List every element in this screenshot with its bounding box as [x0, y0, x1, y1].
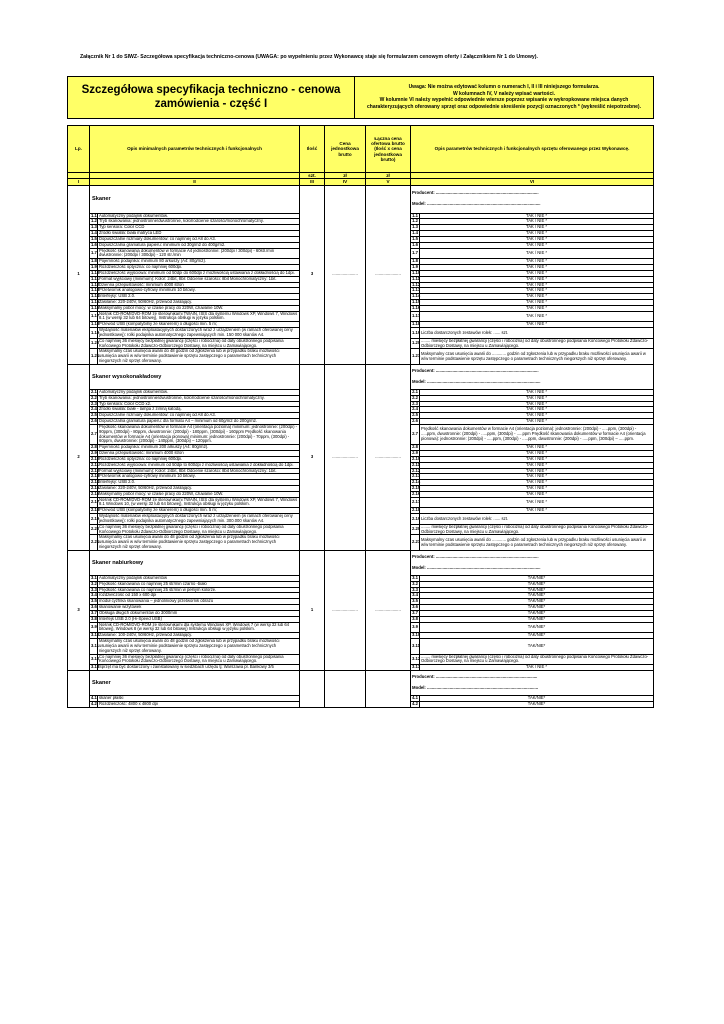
section-header-row [68, 550, 654, 575]
offer-row-number: 1.12 [412, 281, 421, 287]
section-lp [68, 671, 90, 708]
offer-row-number: 2.18 [412, 507, 421, 513]
offered-value[interactable]: TAK / NIE * [420, 288, 654, 294]
offer-row-number: 1.8 [412, 258, 418, 264]
requirement-text: Wydajność materiałów eksploatacyjnych dostarczonych wraz z urządzeniem (w ramach oferowanej ceny jednostkowej): rolki podajnika automatycznego zapewniających min. 300.000 skanów A4. [98, 514, 300, 525]
offer-row-number: 2.6 [412, 418, 418, 424]
requirement-text: Rozdzielczość optyczna: co najmniej 600dpi. [98, 456, 300, 462]
requirement-text: Pojemność podajnika: minimum 200 arkuszy (A4: 80g/m2). [98, 445, 300, 451]
requirement-text: Maksymalny pobór mocy: w czasie pracy do 220W, czuwanie 10W. [98, 491, 300, 497]
row-number: 1.13 [91, 287, 100, 293]
roman-numeral: V [366, 179, 411, 185]
offer-row-number: 2.7 [411, 424, 420, 444]
offer-row-number: 4.1 [412, 695, 418, 701]
row-number: 1.20 [90, 338, 98, 349]
row-number: 3.8 [91, 615, 97, 621]
row-number: 3.10 [91, 632, 100, 638]
row-number: 3.11 [90, 639, 98, 654]
producer-field[interactable]: Producent: ..................................................................................... [412, 674, 538, 680]
row-number: 2.8 [91, 444, 97, 450]
offer-row-number: 2.14 [412, 479, 421, 485]
offer-row-number: 1.21 [411, 349, 420, 364]
offered-value[interactable]: TAK / NIE * [420, 270, 654, 276]
offer-row-number: 2.8 [412, 444, 418, 450]
offer-row-number: 1.13 [412, 287, 421, 293]
row-number: 2.7 [90, 424, 98, 444]
offer-row-number: 3.11 [411, 639, 420, 654]
offer-row-number: 3.12 [411, 654, 420, 665]
row-number: 1.17 [90, 311, 98, 322]
offered-value[interactable]: TAK / NIE * [420, 242, 654, 248]
row-number: 1.10 [91, 269, 100, 275]
requirement-text: Przetwornik analogowo-cyfrowy minimum 10 bitowy. [98, 474, 300, 480]
requirement-text: Źródło światła: białe - lampa z zimną katodą. [98, 407, 300, 413]
offered-value[interactable]: TAK / NIE * [420, 236, 654, 242]
unit-price-input[interactable]: ...................... [325, 364, 366, 550]
offered-value[interactable]: ........ miesięcy bezpłatnej gwarancji (części i robocizna) od daty obustronnego podpisania Końcowego Protokołu Zdawczo-Odbiorczego Dostawy, na miejscu u Zamawiającego. [420, 338, 654, 349]
requirement-text: Maksymalny czas usunięcia awarii do 48 godzin od zgłoszenia lub w przypadku braku możliwości usunięcia awarii w w/w terminie podstawienie sprzętu zastępczego o parametrach technicznych niegorszych niż sprzęt oferowany. [98, 535, 300, 550]
offered-value[interactable]: TAK/NIE* [420, 633, 654, 639]
roman-numeral: VI [411, 179, 654, 185]
total-price-input[interactable]: ...................... [366, 550, 411, 670]
row-number: 2.19 [90, 514, 98, 525]
offered-value[interactable]: TAK / NIE * [420, 311, 654, 322]
offered-value[interactable]: TAK / NIE * [420, 322, 654, 328]
offer-row-number: 1.5 [412, 235, 418, 241]
offer-row-number: 1.2 [412, 218, 418, 224]
offered-value[interactable]: TAK / NIE * [420, 265, 654, 271]
requirement-text: Dopuszczalna gramatura papieru: dla formatu A4 – minimum od 60g/m2 do 200g/m2. [98, 419, 300, 425]
offer-row-number: 2.21 [411, 535, 420, 550]
row-number: 2.6 [91, 418, 97, 424]
requirement-text: Obsługa długich dokumentów do 3000mm [98, 610, 300, 616]
requirement-text: Rozdzielczość: 4800 x 4800 dpi [98, 701, 300, 707]
requirement-text: Maksymalny pobór mocy: w czasie pracy do 220W, czuwanie 10W. [98, 305, 300, 311]
row-number: 2.1 [91, 388, 97, 394]
row-number: 1.18 [91, 321, 100, 327]
page-title: Szczegółowa specyfikacja techniczno - cenowa zamówienia - część I [68, 77, 355, 119]
unit-zl: zł [366, 173, 411, 179]
offered-value[interactable]: TAK/NIE* [420, 581, 654, 587]
offered-value[interactable]: Liczba dostarczonych zestawów rolek: ...... szt. [420, 328, 654, 339]
col-header-qty: Ilość [300, 126, 325, 173]
requirement-text: Sprzęt ma być dostarczony i zainstalowany w siedzibach urzędu tj: Warszawa pl. Bankowy 3/5 [98, 665, 300, 671]
specification-table [67, 125, 654, 708]
requirement-text: Dopuszczalna gramatura papieru: minimum od 30g/m2 do 400g/m2. [98, 242, 300, 248]
offered-value[interactable]: TAK / NIE * [420, 497, 654, 508]
offered-value[interactable]: TAK/NIE* [420, 639, 654, 654]
col-header-offered-params: Opis parametrów technicznych i funkcjonalnych sprzętu oferowanego przez Wykonawcę. [411, 126, 654, 173]
row-number: 3.7 [91, 609, 97, 615]
roman-numeral: III [300, 179, 325, 185]
offer-row-number: 3.1 [412, 574, 418, 580]
requirement-text: Prędkość skanowania co najmniej 25 str/min w pełnym kolorze. [98, 587, 300, 593]
requirement-text: Rozdzielczość wyjściowa: minimum od 50dpi do 600dpi z możliwością ustawiania z dokładnością do 1dpi. [98, 270, 300, 276]
offer-row-number: 1.11 [412, 275, 420, 281]
offered-value[interactable]: TAK / NIE * [420, 299, 654, 305]
row-number: 1.3 [91, 224, 97, 230]
offer-row-number: 2.3 [412, 400, 418, 406]
requirement-text: Zasilanie: 100-240V, 50/60Hz, przewód zasilający. [98, 633, 300, 639]
section-qty: 3 [300, 364, 325, 550]
document-header-note: Załącznik Nr 1 do SIWZ- Szczegółowa specyfikacja techniczno-cenowa (UWAGA: po wypełnieniu przez Wykonawcę staje się formularzem cenowym oferty i Załącznikiem Nr 1 do Umowy). [80, 54, 538, 60]
offer-row-number: 3.7 [412, 609, 418, 615]
row-number: 3.2 [91, 580, 97, 586]
row-number: 1.11 [91, 275, 99, 281]
note-line: W kolumnie VI należy wypełnić odpowiednie wiersze poprzez wpisanie w wykropkowane miejsca danych charakteryzujących oferowany sprzęt oraz odpowiednie skreślenie pozycji oznaczonych * (wykreślić niepotrzebne). [367, 97, 641, 111]
offer-row-number: 1.9 [412, 264, 418, 270]
offered-value[interactable]: TAK / NIE * [420, 491, 654, 497]
offer-row-number: 1.14 [412, 293, 421, 299]
offered-value[interactable]: TAK / NIE * [420, 213, 654, 219]
offered-value[interactable]: TAK / NIE * [420, 665, 654, 671]
total-price-input[interactable]: ...................... [366, 185, 411, 364]
section-title: Skaner [90, 671, 300, 696]
col-header-total-price: Łączna cena ofertowa brutto (Ilość x cena jednostkowa brutto) [366, 126, 411, 173]
note-line: W kolumnach IV, V należy wpisać wartości. [452, 90, 556, 97]
requirement-text: Interfejs USB 2.0 (Hi-Speed USB) [98, 616, 300, 622]
offer-row-number: 3.6 [412, 604, 418, 610]
offered-value[interactable]: TAK / NIE * [420, 282, 654, 288]
row-number: 1.5 [91, 235, 97, 241]
requirement-text: Interfejsy: USB 2.0. [98, 480, 300, 486]
row-number: 3.12 [90, 654, 98, 665]
offered-value[interactable]: TAK / NIE * [420, 259, 654, 265]
row-number: 2.16 [91, 490, 100, 496]
offer-row-number: 2.13 [412, 473, 421, 479]
offered-value[interactable]: TAK/NIE* [420, 599, 654, 605]
offer-row-number: 2.16 [412, 490, 421, 496]
producer-model-cell [411, 364, 654, 389]
requirement-text: Prędkość skanowania dokumentów w formacie A4 jednostronnie: (200dpi / 300dpi) - 60str./min dwustronnie: (200dpi / 300dpi) - 120 str./min [98, 248, 300, 259]
offered-value[interactable]: TAK / NIE * [420, 445, 654, 451]
offer-row-number: 2.1 [412, 388, 418, 394]
section-lp: 3 [68, 550, 90, 670]
requirement-text: rozdzielczość od 150 x 600 dpi [98, 593, 300, 599]
offered-value[interactable]: TAK / NIE * [420, 248, 654, 259]
row-number: 1.1 [91, 212, 97, 218]
note-line: Uwaga: Nie można edytować kolumn o numerach I, II i III niniejszego formularza. [408, 83, 600, 90]
offer-row-number: 3.8 [412, 615, 418, 621]
producer-field[interactable]: Producent: ...................................................................................... [412, 367, 539, 373]
row-number: 1.6 [91, 241, 97, 247]
col-header-lp: Lp. [68, 126, 90, 173]
roman-numeral: IV [325, 179, 366, 185]
producer-field[interactable]: Producent: ...................................................................................... [412, 554, 539, 559]
offered-value[interactable]: TAK/NIE* [420, 616, 654, 622]
section-qty: 1 [300, 550, 325, 670]
requirement-text: Dopuszczalne rozmiary dokumentów: co najmniej od A8 do A3. [98, 413, 300, 419]
row-number: 2.5 [91, 412, 97, 418]
requirement-text: Prędkość skanowania dokumentów w formacie A4 (orientacja pozioma) minimum: jednostronnie: (200dpi) - 90ppm, (300dpi) - 80ppm, dwustronnie: (200dpi) - 180ppm, (300dpi) - 160ppm Prędkość skanowania dokumentów w formacie A4 (orientacja pionowa) minimum: jednostronnie: (200dpi) - 70ppm, (300dpi) - 60ppm, dwustronnie: (200dpi) - 140ppm, (300dpi) – 120ppm. [98, 424, 300, 444]
producer-model-cell [411, 185, 654, 213]
offer-row-number: 2.17 [411, 497, 420, 508]
requirement-text: Rozdzielczość optyczna: co najmniej 600dpi. [98, 265, 300, 271]
offered-value[interactable]: TAK / NIE * [420, 468, 654, 474]
row-number: 1.2 [91, 218, 97, 224]
requirement-text: Interfejsy: USB 2.0. [98, 294, 300, 300]
section-lp: 1 [68, 185, 90, 364]
requirement-text: moduł cyzfnka skanowania – jednoliniowy przetwornik obrazu [98, 599, 300, 605]
requirement-text: Automatyczny podajnik dokumentów [98, 575, 300, 581]
offered-value[interactable]: TAK / NIE * [420, 401, 654, 407]
row-number: 1.7 [90, 248, 98, 259]
model-field[interactable]: Model: ............................................................................................. [412, 685, 539, 691]
section-title: Skaner nabiurkowy [90, 550, 300, 575]
col-header-unit-price: Cena jednostkowa brutto [325, 126, 366, 173]
unit-price-input[interactable]: ...................... [325, 185, 366, 364]
requirement-text: Wydajność materiałów eksploatacyjnych dostarczonych wraz z urządzeniem (w ramach oferowanej ceny jednostkowej): rolki podajnika automatycznego zapewniających min. 150 000 skanów A4. [98, 328, 300, 339]
offer-row-number: 1.4 [412, 230, 418, 236]
offer-row-number: 1.7 [411, 248, 420, 259]
offered-value[interactable]: TAK/NIE* [420, 622, 654, 633]
offered-value[interactable]: TAK/NIE* [420, 610, 654, 616]
requirement-text: Tryb skanowania: jednostronne/dwustronnie, kolor/odcienie szarości/monochromatyczny. [98, 219, 300, 225]
row-number: 2.9 [91, 450, 97, 456]
row-number: 1.14 [91, 293, 100, 299]
offered-value[interactable]: ........ miesięcy bezpłatnej gwarancji (części i robocizna) od daty obustronnego podpisania Końcowego Protokołu Zdawczo-Odbiorczego Dostawy, na miejscu u Zamawiającego. [420, 654, 654, 665]
offer-row-number: 1.18 [412, 321, 421, 327]
offered-value[interactable]: TAK / NIE * [420, 451, 654, 457]
producer-model-cell [411, 671, 654, 696]
row-number: 2.12 [91, 467, 100, 473]
offered-value[interactable]: TAK/NIE* [420, 575, 654, 581]
row-number: 3.6 [91, 604, 97, 610]
section-header-row [68, 364, 654, 389]
offer-row-number: 1.1 [412, 212, 418, 218]
row-number: 3.13 [91, 664, 100, 670]
requirement-text: Dzienna przepustowość: minimum 4000 stron [98, 451, 300, 457]
offer-row-number: 3.4 [412, 592, 418, 598]
offer-row-number: 1.19 [411, 328, 420, 339]
offered-value[interactable]: TAK / NIE * [420, 456, 654, 462]
row-number: 1.15 [91, 298, 100, 304]
offered-value[interactable]: TAK / NIE * [420, 413, 654, 419]
requirement-text: Zasilanie: 220-240V, 50/60Hz, przewód zasilający. [98, 299, 300, 305]
row-number: 3.9 [90, 622, 98, 633]
requirement-text: Co najmniej 36 miesięcy bezpłatnej gwarancji (części i robocizna) od daty obustronnego podpisania Końcowego Protokołu Zdawczo-Odbiorczego Dostawy, na miejscu u Zamawiającego. [98, 524, 300, 535]
producer-model-cell [411, 550, 654, 575]
row-number: 2.21 [90, 535, 98, 550]
offer-row-number: 1.6 [412, 241, 418, 247]
offer-row-number: 2.11 [412, 461, 420, 467]
offered-value[interactable]: TAK/NIE* [420, 701, 654, 707]
offered-value[interactable]: TAK / NIE * [420, 276, 654, 282]
row-number: 2.17 [90, 497, 98, 508]
offer-row-number: 2.9 [412, 450, 418, 456]
producer-field[interactable]: Producent: ...................................................................................... [412, 190, 539, 196]
requirement-text: Przewód USB (kompatybilny ze skanerem) o długości min. 5 m; [98, 322, 300, 328]
row-number: 1.9 [91, 264, 97, 270]
instructions-note [355, 77, 654, 119]
requirement-text: Typ sensora: Color CCD [98, 225, 300, 231]
row-number: 1.8 [91, 258, 97, 264]
row-number: 1.16 [91, 304, 100, 310]
offer-row-number: 2.15 [412, 485, 421, 490]
offered-value[interactable]: TAK / NIE * [420, 225, 654, 231]
requirement-text: Typ sensora: Color CCD x2. [98, 401, 300, 407]
offer-row-number: 3.3 [412, 586, 418, 592]
section-qty: 3 [300, 185, 325, 364]
offered-value[interactable]: TAK/NIE* [420, 696, 654, 702]
row-number: 3.4 [91, 592, 97, 598]
requirement-text: Automatyczny podajnik dokumentów. [98, 213, 300, 219]
row-number: 2.18 [91, 507, 100, 513]
model-field[interactable]: Model: ............................................................................................... [412, 564, 541, 570]
model-field[interactable]: Model: ............................................................................................... [412, 201, 541, 207]
requirement-text: Format wyjściowy (minimum): Kolor: 24bit, 8bit Odcienie szarości: 8bit Monochromatyczny: 1bit. [98, 468, 300, 474]
requirement-text: Przetwornik analogowo-cyfrowy minimum 10 bitowy. [98, 288, 300, 294]
offer-row-number: 2.2 [412, 394, 418, 400]
offer-row-number: 1.15 [412, 298, 421, 304]
offered-value[interactable]: TAK / NIE * [420, 419, 654, 425]
total-price-input[interactable]: ...................... [366, 364, 411, 550]
requirement-text: Przewód USB (kompatybilny ze skanerem) o długości min. 5 m; [98, 508, 300, 514]
row-number: 2.11 [91, 461, 99, 467]
unit-price-input[interactable]: ...................... [325, 550, 366, 670]
offer-row-number: 1.16 [412, 304, 421, 310]
offered-value[interactable]: TAK / NIE * [420, 474, 654, 480]
row-number: 2.3 [91, 400, 97, 406]
offer-row-number: 4.2 [412, 700, 418, 706]
offer-row-number: 2.12 [412, 467, 421, 473]
requirement-text: Co najmniej 36 miesięcy bezpłatnej gwarancji (części i robocizna) od daty obustronnego podpisania Końcowego Protokołu Zdawczo-Odbiorczego Dostawy, na miejscu u Zamawiającego. [98, 654, 300, 665]
row-number: 1.4 [91, 230, 97, 236]
total-price-input[interactable] [366, 671, 411, 708]
requirement-text: Pojemność podajnika: minimum 80 arkuszy (A4: 80g/m2). [98, 259, 300, 265]
offer-row-number: 2.10 [412, 455, 421, 461]
requirement-text: Nośnik CD-ROM/DVD-ROM ze sterownikami TWAIN, ISIS dla systemu Windows XP, Windows 7, Windows 8.1 Windows 10, (w wersji 32 lub 64 bitowej), Instrukcja obsługi w języku polskim. [98, 497, 300, 508]
row-number: 3.3 [91, 586, 97, 592]
section-lp: 2 [68, 364, 90, 550]
offered-value[interactable]: TAK / NIE * [420, 407, 654, 413]
row-number: 1.21 [90, 349, 98, 364]
offered-value[interactable]: TAK / NIE * [420, 294, 654, 300]
offer-row-number: 2.4 [412, 406, 418, 412]
offer-row-number: 1.20 [411, 338, 420, 349]
requirement-text: Tryb skanowania: jednostronnie/dwustronnie, kolor/odcienie szarości/monochromatyczny. [98, 395, 300, 401]
requirement-text: Format wyjściowy (minimum): Kolor: 24bit, 8bit Odcienie szarości: 8bit Monochromatyczny: 1bit. [98, 276, 300, 282]
offered-value[interactable]: TAK/NIE* [420, 593, 654, 599]
model-field[interactable]: Model: ............................................................................................... [412, 378, 541, 384]
requirement-text: Maksymalny czas usunięcia awarii do 48 godzin od zgłoszenia lub w przypadku braku możliwości usunięcia awarii w w/w terminie podstawienie sprzętu zastępczego o parametrach technicznych niegorszych niż sprzęt oferowany. [98, 639, 300, 654]
row-number: 1.12 [91, 281, 100, 287]
requirement-text: skaner płaski [98, 696, 300, 702]
row-number: 2.13 [91, 473, 100, 479]
offered-value[interactable]: TAK / NIE * [420, 219, 654, 225]
unit-zl: zł [325, 173, 366, 179]
offer-row-number: 2.5 [412, 412, 418, 418]
row-number: 2.15 [91, 485, 100, 490]
offer-row-number: 3.5 [412, 598, 418, 604]
offer-row-number: 3.10 [412, 632, 421, 638]
row-number: 3.1 [91, 574, 97, 580]
offer-row-number: 1.3 [412, 224, 418, 230]
row-number: 2.14 [91, 479, 100, 485]
roman-numeral: I [68, 179, 90, 185]
offered-value[interactable]: TAK/NIE* [420, 587, 654, 593]
offered-value[interactable]: Prędkość skanowania dokumentów w formacie A4 (orientacja pozioma): jednostronnie: (200dpi) - .....ppm, (300dpi) - .....ppm, dwustronnie: (200dpi) - .....ppm, (300dpi) - .....ppm Prędkość skanowania dokumentów w formacie A4 (orientacja pionowa): jednostronnie: (200dpi) - .....ppm, (300dpi) - .....ppm, dwustronnie: (200dpi) - .....ppm, (300dpi) – .....ppm. [420, 424, 654, 444]
offered-value[interactable]: TAK / NIE * [420, 231, 654, 237]
offered-value[interactable]: TAK / NIE * [420, 305, 654, 311]
section-title: Skaner [90, 185, 300, 213]
unit-price-input[interactable] [325, 671, 366, 708]
offer-row-number: 3.9 [411, 622, 420, 633]
offer-row-number: 3.2 [412, 580, 418, 586]
row-number: 2.20 [90, 524, 98, 535]
offered-value[interactable]: Maksymalny czas usunięcia awarii do ............ godzin od zgłoszenia lub w przypadku braku możliwości usunięcia awarii w w/w terminie podstawienie sprzętu zastępczego o parametrach technicznych niegorszych niż sprzęt oferowany. [420, 535, 654, 550]
requirement-text: Prędkość skanowania co najmniej 25 str/min czarno -biało [98, 581, 300, 587]
section-header-row [68, 185, 654, 213]
requirement-text: Dzienna przepustowość: minimum 4000 stron [98, 282, 300, 288]
row-number: 3.5 [91, 598, 97, 604]
offer-row-number: 2.19 [411, 514, 420, 525]
requirement-text: Nośnik CD-ROM/DVD-ROM ze sterownikami TWAIN, ISIS dla systemu Windows XP, Windows 7, Windows 8.1 (w wersji 32 lub 64 bitowej), Instrukcja obsługi w języku polskim. [98, 311, 300, 322]
row-number: 2.4 [91, 406, 97, 412]
offered-value[interactable]: TAK / NIE * [420, 480, 654, 486]
requirement-text: Maksymalny czas usunięcia awarii do 48 godzin od zgłoszenia lub w przypadku braku możliwości usunięcia awarii w w/w terminie podstawienie sprzętu zastępczego o parametrach technicznych niegorszych niż sprzęt oferowany. [98, 349, 300, 364]
roman-numeral: II [90, 179, 300, 185]
requirement-text: Nośnik CD-ROM/DVD-ROM ze sterownikami dla systemu Windows XP, Windows 7 (w wersji 32 lub 64 bitowej), Windows 8 (w wersji 32 lub 64 bitowej) Instrukcja obsługi w języku polskim. [98, 622, 300, 633]
col-header-min-params: Opis minimalnych parametrów technicznych i funkcjonalnych [90, 126, 300, 173]
row-number: 1.19 [90, 328, 98, 339]
requirement-text: skanowanie wizytówek [98, 605, 300, 611]
offered-value[interactable]: Liczba dostarczonych zestawów rolek: ...... szt. [420, 514, 654, 525]
row-number: 4.1 [91, 695, 97, 701]
offer-row-number: 3.13 [412, 664, 421, 670]
section-qty [300, 671, 325, 708]
offered-value[interactable]: ........ miesięcy bezpłatnej gwarancji (części i robocizna) od daty obustronnego podpisania Końcowego Protokołu Zdawczo-Odbiorczego Dostawy, na miejscu u Zamawiającego. [420, 524, 654, 535]
requirement-text: Automatyczny podajnik dokumentów. [98, 389, 300, 395]
row-number: 2.2 [91, 394, 97, 400]
offered-value[interactable]: Maksymalny czas usunięcia awarii do ............ godzin od zgłoszenia lub w przypadku braku możliwości usunięcia awarii w w/w terminie podstawienie sprzętu zastępczego o parametrach technicznych niegorszych niż sprzęt oferowany. [420, 349, 654, 364]
requirement-text: Źródło światła: biała matryca LED [98, 231, 300, 237]
offer-row-number: 1.10 [412, 269, 421, 275]
offered-value[interactable]: TAK / NIE * [420, 395, 654, 401]
offer-row-number: 2.20 [411, 524, 420, 535]
title-table [67, 76, 654, 119]
offer-row-number: 1.17 [411, 311, 420, 322]
offered-value[interactable]: TAK / NIE * [420, 389, 654, 395]
offered-value[interactable]: TAK / NIE * [420, 462, 654, 468]
requirement-text: Co najmniej 36 miesięcy bezpłatnej gwarancji (części i robocizna) od daty obustronnego podpisania Końcowego Protokołu Zdawczo-Odbiorczego Dostawy, na miejscu u Zamawiającego. [98, 338, 300, 349]
offered-value[interactable]: TAK / NIE * [420, 486, 654, 492]
section-title: Skaner wysokonakładowy [90, 364, 300, 389]
requirement-text: Rozdzielczość wyjściowa: minimum od 50dpi to 600dpi z możliwością ustawiania z dokładnością do 1dpi. [98, 462, 300, 468]
row-number: 4.2 [91, 700, 97, 706]
row-number: 2.10 [91, 455, 100, 461]
requirement-text: Zasilanie: 220-240V, 50/60Hz, przewód zasilający. [98, 486, 300, 492]
section-header-row [68, 671, 654, 696]
offered-value[interactable]: TAK / NIE * [420, 508, 654, 514]
requirement-text: Dopuszczalne rozmiary dokumentów: co najmniej od A8 do A3. [98, 236, 300, 242]
offered-value[interactable]: TAK/NIE* [420, 605, 654, 611]
unit-qty: szt. [300, 173, 325, 179]
